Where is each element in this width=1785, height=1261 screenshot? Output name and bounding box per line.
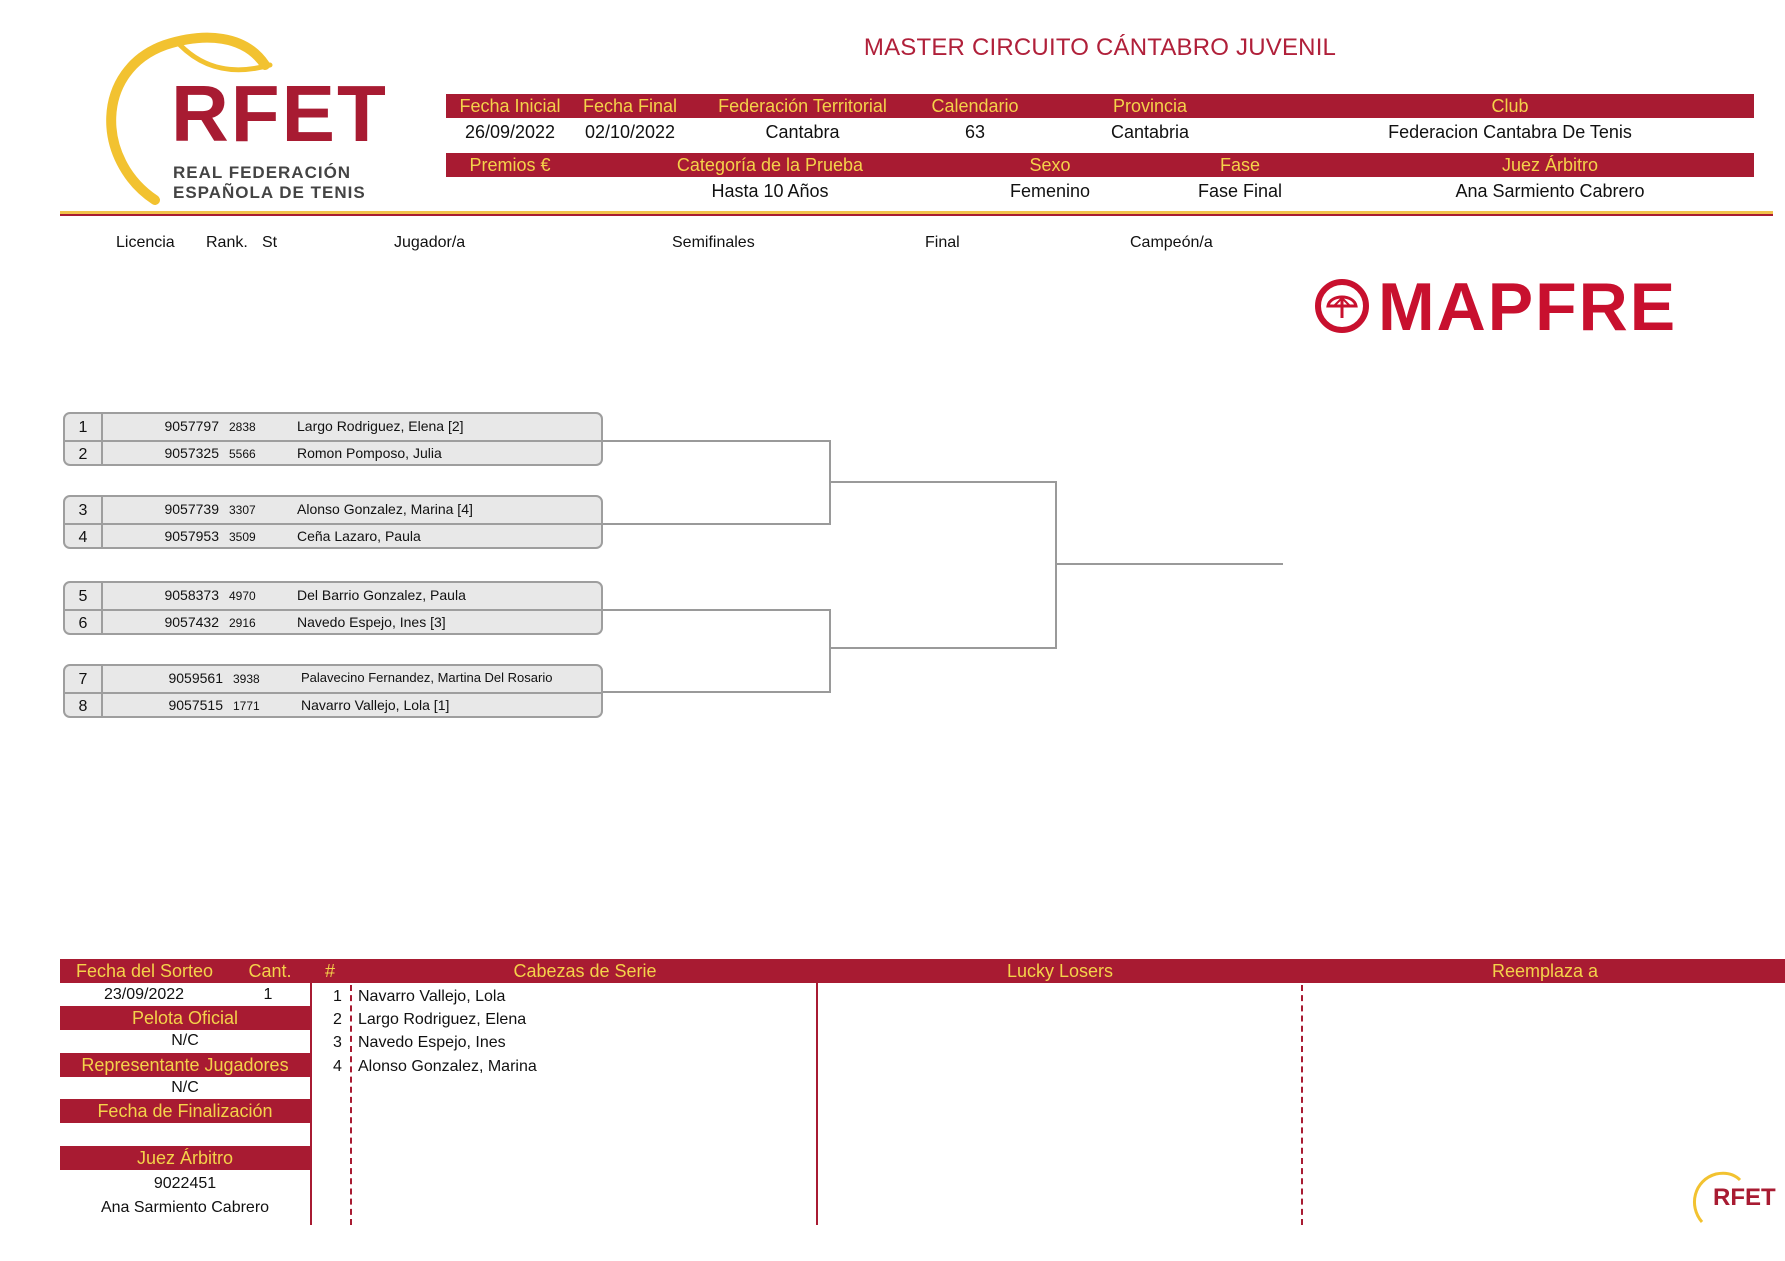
rfet-small-acronym: RFET bbox=[1713, 1184, 1776, 1211]
seed-number: 3 bbox=[333, 1034, 342, 1051]
hdr-fase: Fase bbox=[1219, 155, 1261, 175]
bracket-line bbox=[829, 609, 831, 693]
player-name: Largo Rodriguez, Elena [2] bbox=[297, 418, 464, 434]
bracket-line bbox=[603, 691, 831, 693]
hdr-provincia: Provincia bbox=[1112, 96, 1188, 116]
players-rep-label: Representante Jugadores bbox=[60, 1053, 310, 1077]
col-rank: Rank. bbox=[206, 234, 248, 251]
bracket-line bbox=[829, 481, 1057, 483]
rfet-logo bbox=[95, 30, 388, 210]
seed-number: 2 bbox=[333, 1011, 342, 1028]
match-box-4 bbox=[63, 664, 603, 718]
hdr-calendario: Calendario bbox=[931, 96, 1019, 116]
draw-row: 7 9059561 3938 Palavecino Fernandez, Martina Del Rosario bbox=[78, 670, 553, 688]
match-box-2 bbox=[63, 495, 603, 549]
draw-row: 8 9057515 1771 Navarro Vallejo, Lola [1] bbox=[78, 697, 450, 715]
val-categoria: Hasta 10 Años bbox=[711, 181, 829, 201]
referee-name: Ana Sarmiento Cabrero bbox=[100, 1199, 270, 1216]
footer-hdr-replaces: Reemplaza a bbox=[1491, 961, 1599, 981]
player-name: Navedo Espejo, Ines [3] bbox=[297, 614, 446, 630]
val-fase: Fase Final bbox=[1197, 181, 1283, 201]
count-value: 1 bbox=[263, 986, 273, 1003]
footer-divider bbox=[816, 983, 818, 1225]
val-provincia: Cantabria bbox=[1110, 122, 1190, 142]
footer-dashed-divider bbox=[350, 985, 352, 1225]
val-fecha-final: 02/10/2022 bbox=[584, 122, 676, 142]
draw-date-value: 23/09/2022 bbox=[103, 986, 185, 1003]
divider-red bbox=[60, 214, 1773, 216]
seed-number: 1 bbox=[333, 988, 342, 1005]
footer-dashed-divider bbox=[1301, 985, 1303, 1225]
referee-label: Juez Árbitro bbox=[60, 1146, 310, 1170]
col-semifinales: Semifinales bbox=[672, 234, 755, 251]
match-box-1 bbox=[63, 412, 603, 466]
hdr-fecha-inicial: Fecha Inicial bbox=[459, 96, 561, 116]
hdr-sexo: Sexo bbox=[1029, 155, 1071, 175]
draw-row: 4 9057953 3509 Ceña Lazaro, Paula bbox=[78, 528, 421, 546]
hdr-juez: Juez Árbitro bbox=[1501, 155, 1599, 175]
official-ball-value: N/C bbox=[171, 1032, 199, 1049]
hdr-categoria: Categoría de la Prueba bbox=[676, 155, 864, 175]
val-federacion: Cantabra bbox=[765, 122, 840, 142]
hdr-federacion: Federación Territorial bbox=[718, 96, 887, 116]
mapfre-logo bbox=[1310, 269, 1750, 345]
player-name: Alonso Gonzalez, Marina [4] bbox=[297, 501, 473, 517]
val-sexo: Femenino bbox=[1009, 181, 1091, 201]
col-licencia: Licencia bbox=[116, 234, 175, 251]
draw-row: 2 9057325 5566 Romon Pomposo, Julia bbox=[78, 445, 442, 463]
rfet-line2: ESPAÑOLA DE TENIS bbox=[173, 183, 366, 202]
rfet-small-logo bbox=[1690, 1170, 1780, 1230]
player-name: Navarro Vallejo, Lola [1] bbox=[301, 697, 450, 713]
bracket-line bbox=[603, 440, 831, 442]
footer-hdr-hash: # bbox=[324, 961, 335, 981]
val-juez: Ana Sarmiento Cabrero bbox=[1455, 181, 1645, 201]
col-jugador: Jugador/a bbox=[394, 234, 466, 251]
seed-name: Navarro Vallejo, Lola bbox=[358, 988, 506, 1005]
hdr-club: Club bbox=[1491, 96, 1529, 116]
footer-hdr-draw-date: Fecha del Sorteo bbox=[75, 961, 214, 981]
mapfre-emblem-icon bbox=[1314, 278, 1374, 338]
footer-hdr-seeds: Cabezas de Serie bbox=[513, 961, 657, 981]
val-calendario: 63 bbox=[964, 122, 986, 142]
rfet-acronym: RFET bbox=[171, 69, 388, 158]
official-ball-label: Pelota Oficial bbox=[60, 1006, 310, 1030]
seed-name: Navedo Espejo, Ines bbox=[358, 1034, 506, 1051]
hdr-fecha-final: Fecha Final bbox=[582, 96, 678, 116]
seed-name: Largo Rodriguez, Elena bbox=[358, 1011, 527, 1028]
mapfre-wordmark: MAPFRE bbox=[1378, 269, 1678, 345]
bracket-line bbox=[829, 647, 1057, 649]
footer-hdr-lucky-losers: Lucky Losers bbox=[1006, 961, 1114, 981]
seed-number: 4 bbox=[333, 1058, 342, 1075]
col-campeon: Campeón/a bbox=[1130, 234, 1213, 251]
player-name: Del Barrio Gonzalez, Paula bbox=[297, 587, 466, 603]
draw-row: 3 9057739 3307 Alonso Gonzalez, Marina [4] bbox=[78, 501, 473, 519]
bracket-line bbox=[1055, 563, 1283, 565]
val-club: Federacion Cantabra De Tenis bbox=[1388, 122, 1632, 142]
tournament-title: MASTER CIRCUITO CÁNTABRO JUVENIL bbox=[863, 34, 1337, 61]
draw-row: 6 9057432 2916 Navedo Espejo, Ines [3] bbox=[78, 614, 446, 632]
players-rep-value: N/C bbox=[171, 1079, 199, 1096]
col-st: St bbox=[262, 234, 278, 251]
match-box-3 bbox=[63, 581, 603, 635]
draw-row: 1 9057797 2838 Largo Rodriguez, Elena [2] bbox=[78, 418, 464, 436]
val-fecha-inicial: 26/09/2022 bbox=[464, 122, 556, 142]
bracket-line bbox=[1055, 481, 1057, 649]
footer-divider bbox=[310, 983, 312, 1225]
rfet-line1: REAL FEDERACIÓN bbox=[173, 163, 352, 182]
bracket-line bbox=[603, 609, 831, 611]
draw-row: 5 9058373 4970 Del Barrio Gonzalez, Paula bbox=[78, 587, 466, 605]
player-name: Romon Pomposo, Julia bbox=[297, 445, 442, 461]
player-name: Ceña Lazaro, Paula bbox=[297, 528, 421, 544]
hdr-premios: Premios € bbox=[469, 155, 551, 175]
end-date-label: Fecha de Finalización bbox=[60, 1099, 310, 1123]
player-name: Palavecino Fernandez, Martina Del Rosario bbox=[301, 670, 553, 685]
footer-hdr-count: Cant. bbox=[248, 961, 292, 981]
col-final: Final bbox=[925, 234, 960, 251]
bracket-line bbox=[603, 523, 831, 525]
seed-name: Alonso Gonzalez, Marina bbox=[358, 1058, 537, 1075]
referee-id: 9022451 bbox=[153, 1175, 217, 1192]
